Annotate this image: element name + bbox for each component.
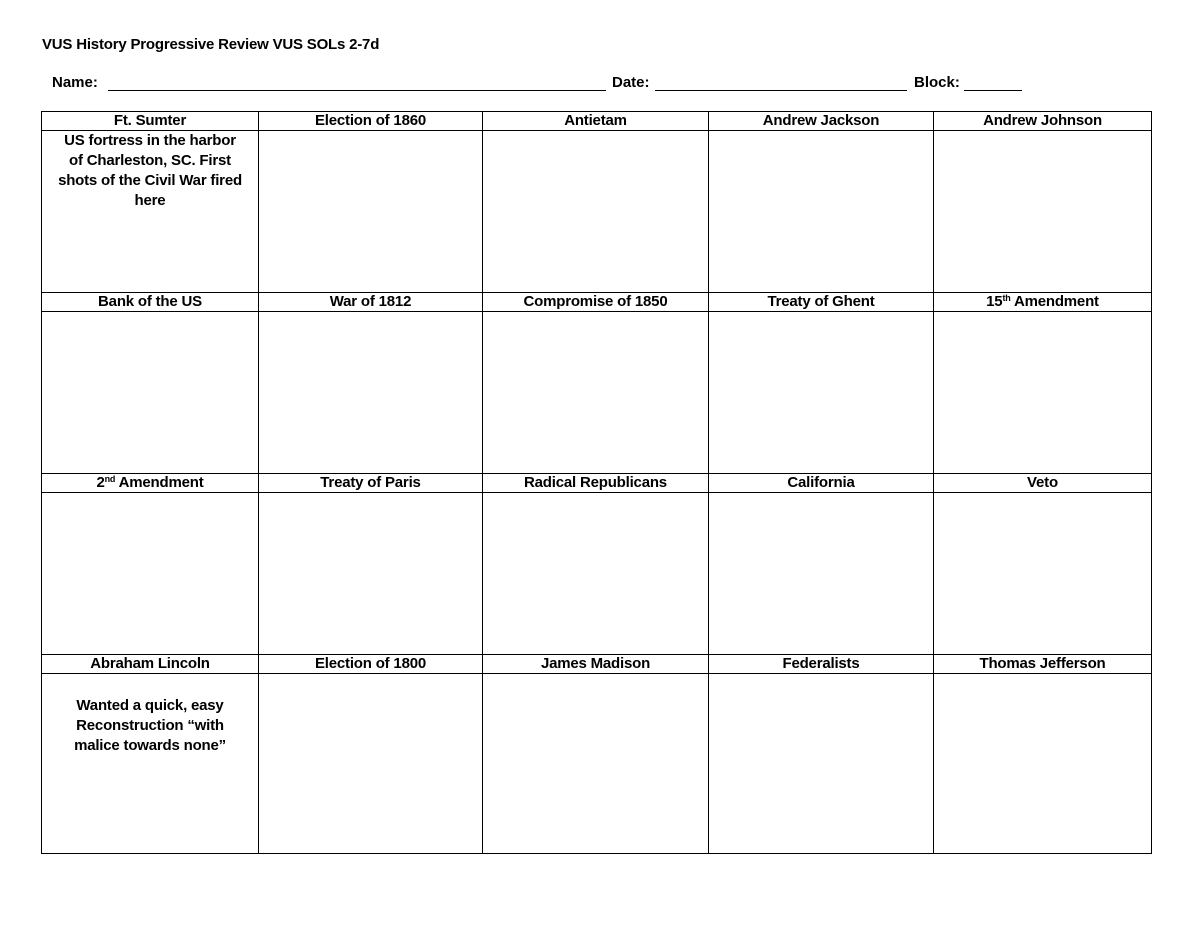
name-blank-line[interactable] bbox=[108, 90, 606, 91]
answer-cell[interactable] bbox=[483, 131, 709, 293]
term-header-cell: Thomas Jefferson bbox=[934, 655, 1152, 674]
term-header-cell: Treaty of Paris bbox=[259, 474, 483, 493]
answer-cell[interactable] bbox=[709, 493, 934, 655]
date-label: Date: bbox=[612, 74, 650, 91]
term-header-cell: Federalists bbox=[709, 655, 934, 674]
term-header-cell: Andrew Johnson bbox=[934, 112, 1152, 131]
answer-text: Wanted a quick, easy Reconstruction “with malice towards none” bbox=[74, 697, 226, 754]
answer-cell[interactable] bbox=[259, 312, 483, 474]
term-header-cell: Ft. Sumter bbox=[42, 112, 259, 131]
answer-cell[interactable] bbox=[483, 312, 709, 474]
answer-cell[interactable] bbox=[42, 312, 259, 474]
answer-row bbox=[42, 131, 1152, 293]
answer-cell[interactable] bbox=[259, 674, 483, 854]
block-label: Block: bbox=[914, 74, 960, 91]
ordinal-suffix: th bbox=[1002, 293, 1011, 303]
term-header-row bbox=[42, 293, 1152, 312]
term-header-cell: California bbox=[709, 474, 934, 493]
student-info-row bbox=[52, 74, 1052, 94]
answer-row bbox=[42, 493, 1152, 655]
name-label: Name: bbox=[52, 74, 98, 91]
term-header-cell: Treaty of Ghent bbox=[709, 293, 934, 312]
term-header-cell: Andrew Jackson bbox=[709, 112, 934, 131]
term-header-cell: Veto bbox=[934, 474, 1152, 493]
answer-cell[interactable] bbox=[259, 493, 483, 655]
date-blank-line[interactable] bbox=[655, 90, 907, 91]
term-header-cell bbox=[934, 293, 1152, 312]
answer-cell[interactable] bbox=[42, 493, 259, 655]
answer-cell[interactable] bbox=[934, 131, 1152, 293]
ordinal-suffix: nd bbox=[104, 474, 116, 484]
term-rest: Amendment bbox=[1010, 293, 1099, 310]
term-number: 15 bbox=[986, 293, 1003, 310]
term-header-cell: Election of 1800 bbox=[259, 655, 483, 674]
term-header-cell bbox=[42, 474, 259, 493]
term-header-cell: Election of 1860 bbox=[259, 112, 483, 131]
term-header-row bbox=[42, 112, 1152, 131]
term-header-cell: Compromise of 1850 bbox=[483, 293, 709, 312]
answer-cell[interactable] bbox=[483, 493, 709, 655]
term-number: 2 bbox=[96, 474, 105, 491]
answer-row bbox=[42, 674, 1152, 854]
answer-text: US fortress in the harbor of Charleston, SC. First shots of the Civil War fired here bbox=[58, 132, 242, 209]
worksheet-title: VUS History Progressive Review VUS SOLs 2-7d bbox=[42, 36, 380, 53]
term-header-cell: Bank of the US bbox=[42, 293, 259, 312]
block-blank-line[interactable] bbox=[964, 90, 1022, 91]
answer-cell[interactable] bbox=[934, 493, 1152, 655]
answer-cell[interactable] bbox=[934, 674, 1152, 854]
review-grid bbox=[41, 111, 1152, 854]
term-header-row bbox=[42, 474, 1152, 493]
term-header-cell: War of 1812 bbox=[259, 293, 483, 312]
term-rest: Amendment bbox=[115, 474, 204, 491]
term-header-cell: Antietam bbox=[483, 112, 709, 131]
term-header-cell: Radical Republicans bbox=[483, 474, 709, 493]
answer-cell[interactable] bbox=[709, 131, 934, 293]
answer-cell[interactable] bbox=[934, 312, 1152, 474]
term-header-cell: Abraham Lincoln bbox=[42, 655, 259, 674]
term-header-cell: James Madison bbox=[483, 655, 709, 674]
answer-cell[interactable] bbox=[709, 674, 934, 854]
answer-row bbox=[42, 312, 1152, 474]
answer-cell[interactable] bbox=[709, 312, 934, 474]
answer-cell[interactable] bbox=[42, 674, 259, 854]
term-header-row bbox=[42, 655, 1152, 674]
answer-cell[interactable] bbox=[483, 674, 709, 854]
answer-cell[interactable] bbox=[42, 131, 259, 293]
answer-cell[interactable] bbox=[259, 131, 483, 293]
